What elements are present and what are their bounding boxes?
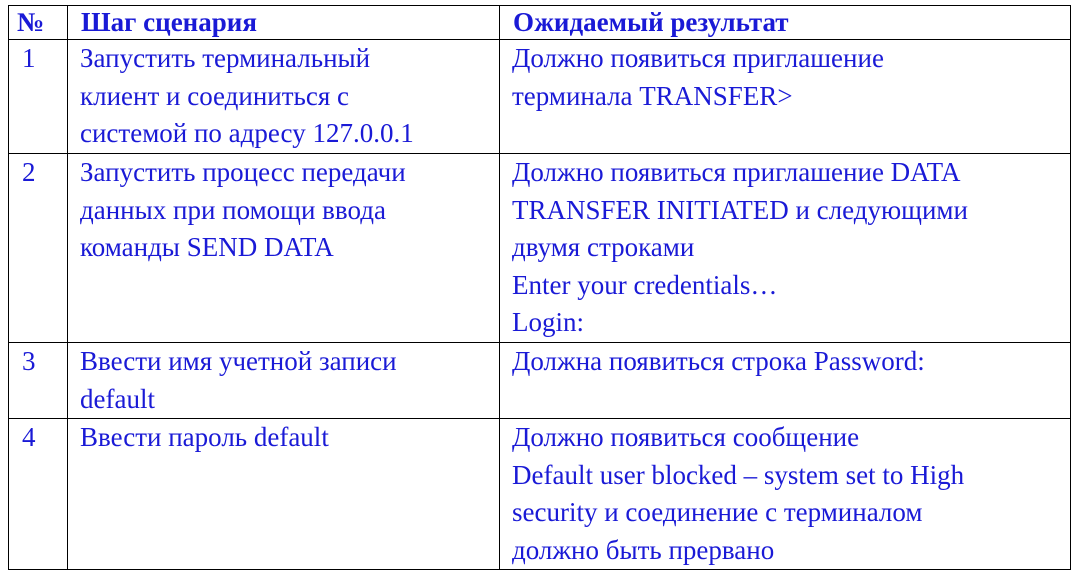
expected-result: Должно появиться приглашение терминала TRANSFER>	[500, 40, 1071, 154]
table-row	[9, 40, 1071, 154]
table-body	[9, 40, 1071, 570]
expected-result: Должна появиться строка Password:	[500, 343, 1071, 419]
scenario-step: Ввести имя учетной записи default	[68, 343, 500, 419]
header-step: Шаг сценария	[68, 6, 500, 40]
row-number: 4	[9, 419, 68, 570]
header-expected-result: Ожидаемый результат	[500, 6, 1071, 40]
scenario-step: Запустить процесс передачи данных при помощи ввода команды SEND DATA	[68, 154, 500, 343]
expected-result: Должно появиться приглашение DATA TRANSFER INITIATED и следующими двумя строками Enter your credentials… Login:	[500, 154, 1071, 343]
row-number: 2	[9, 154, 68, 343]
header-number: №	[9, 6, 68, 40]
table-row	[9, 154, 1071, 343]
table-row	[9, 343, 1071, 419]
row-number: 1	[9, 40, 68, 154]
header-row	[9, 6, 1071, 40]
scenario-table	[8, 5, 1071, 570]
expected-result: Должно появиться сообщение Default user blocked – system set to High security и соединение с терминалом должно быть прервано	[500, 419, 1071, 570]
table-row	[9, 419, 1071, 570]
table-header	[9, 6, 1071, 40]
scenario-step: Запустить терминальный клиент и соединиться с системой по адресу 127.0.0.1	[68, 40, 500, 154]
row-number: 3	[9, 343, 68, 419]
scenario-step: Ввести пароль default	[68, 419, 500, 570]
